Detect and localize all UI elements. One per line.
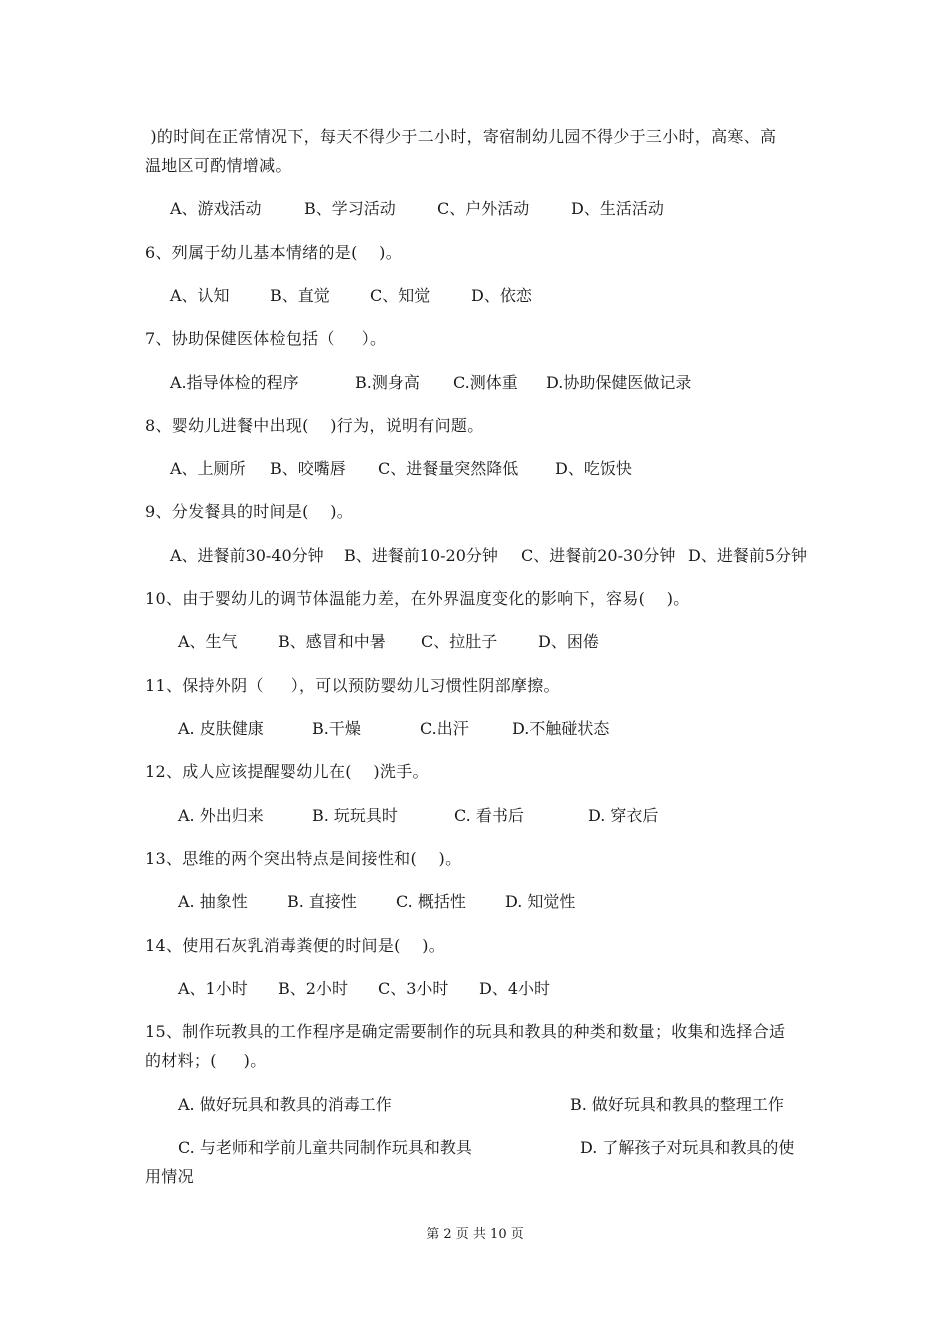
q12-option-b: B. 玩玩具时 — [312, 806, 398, 825]
q15-option-d-line2: 用情况 — [145, 1167, 194, 1186]
q15-stem-line2: 的材料；( )。 — [145, 1051, 267, 1070]
q5-option-c: C、户外活动 — [437, 199, 530, 218]
q15-option-b: B. 做好玩具和教具的整理工作 — [570, 1095, 784, 1114]
q12-option-c: C. 看书后 — [454, 806, 524, 825]
q8-option-a: A、上厕所 — [170, 459, 246, 478]
q12-option-d: D. 穿衣后 — [588, 806, 659, 825]
q13-option-d: D. 知觉性 — [505, 892, 576, 911]
q15-option-c: C. 与老师和学前儿童共同制作玩具和教具 — [178, 1138, 472, 1157]
q6-option-d: D、依恋 — [471, 286, 532, 305]
q9-stem: 9、分发餐具的时间是( )。 — [145, 502, 354, 521]
q15-option-a: A. 做好玩具和教具的消毒工作 — [178, 1095, 392, 1114]
page-number-footer: 第 2 页 共 10 页 — [426, 1227, 524, 1242]
q5-option-d: D、生活活动 — [571, 199, 664, 218]
q11-option-c: C.出汗 — [420, 719, 469, 738]
q5-option-a: A、游戏活动 — [170, 199, 262, 218]
q13-option-a: A. 抽象性 — [178, 892, 248, 911]
q14-option-d: D、4小时 — [479, 979, 551, 998]
q5-stem-line2: 温地区可酌情增减。 — [145, 156, 292, 175]
q11-option-b: B.干燥 — [312, 719, 361, 738]
q7-option-d: D.协助保健医做记录 — [546, 373, 692, 392]
q8-option-b: B、咬嘴唇 — [270, 459, 346, 478]
q14-option-c: C、3小时 — [378, 979, 449, 998]
q8-stem: 8、婴幼儿进餐中出现( )行为，说明有问题。 — [145, 416, 484, 435]
q6-option-c: C、知觉 — [370, 286, 431, 305]
q10-option-c: C、拉肚子 — [421, 632, 498, 651]
q9-option-d: D、进餐前5分钟 — [688, 546, 808, 565]
q15-stem-line1: 15、制作玩教具的工作程序是确定需要制作的玩具和教具的种类和数量；收集和选择合适 — [145, 1022, 786, 1041]
q13-stem: 13、思维的两个突出特点是间接性和( )。 — [145, 849, 462, 868]
q12-option-a: A. 外出归来 — [178, 806, 264, 825]
q10-option-b: B、感冒和中暑 — [278, 632, 386, 651]
q5-option-b: B、学习活动 — [304, 199, 396, 218]
q5-stem-line1: )的时间在正常情况下，每天不得少于二小时，寄宿制幼儿园不得少于三小时，高寒、高 — [145, 127, 777, 146]
q9-option-c: C、进餐前20-30分钟 — [521, 546, 676, 565]
q9-option-b: B、进餐前10-20分钟 — [344, 546, 498, 565]
q7-option-c: C.测体重 — [453, 373, 518, 392]
q11-option-d: D.不触碰状态 — [512, 719, 610, 738]
q7-stem: 7、协助保健医体检包括（ ）。 — [145, 329, 387, 348]
q6-option-a: A、认知 — [170, 286, 230, 305]
q14-option-a: A、1小时 — [178, 979, 248, 998]
q10-option-d: D、困倦 — [538, 632, 599, 651]
q12-stem: 12、成人应该提醒婴幼儿在( )洗手。 — [145, 762, 429, 781]
q10-stem: 10、由于婴幼儿的调节体温能力差，在外界温度变化的影响下，容易( )。 — [145, 589, 690, 608]
q15-option-d-line1: D. 了解孩子对玩具和教具的使 — [580, 1138, 795, 1157]
q13-option-c: C. 概括性 — [396, 892, 466, 911]
q8-option-d: D、吃饭快 — [555, 459, 632, 478]
q10-option-a: A、生气 — [178, 632, 238, 651]
q8-option-c: C、进餐量突然降低 — [378, 459, 519, 478]
q11-option-a: A. 皮肤健康 — [178, 719, 264, 738]
q14-option-b: B、2小时 — [278, 979, 348, 998]
q7-option-b: B.测身高 — [355, 373, 420, 392]
q9-option-a: A、进餐前30-40分钟 — [170, 546, 324, 565]
q7-option-a: A.指导体检的程序 — [170, 373, 299, 392]
q14-stem: 14、使用石灰乳消毒粪便的时间是( )。 — [145, 936, 446, 955]
q6-option-b: B、直觉 — [270, 286, 330, 305]
q11-stem: 11、保持外阴（ ），可以预防婴幼儿习惯性阴部摩擦。 — [145, 676, 560, 695]
q6-stem: 6、列属于幼儿基本情绪的是( )。 — [145, 243, 403, 262]
q13-option-b: B. 直接性 — [287, 892, 357, 911]
